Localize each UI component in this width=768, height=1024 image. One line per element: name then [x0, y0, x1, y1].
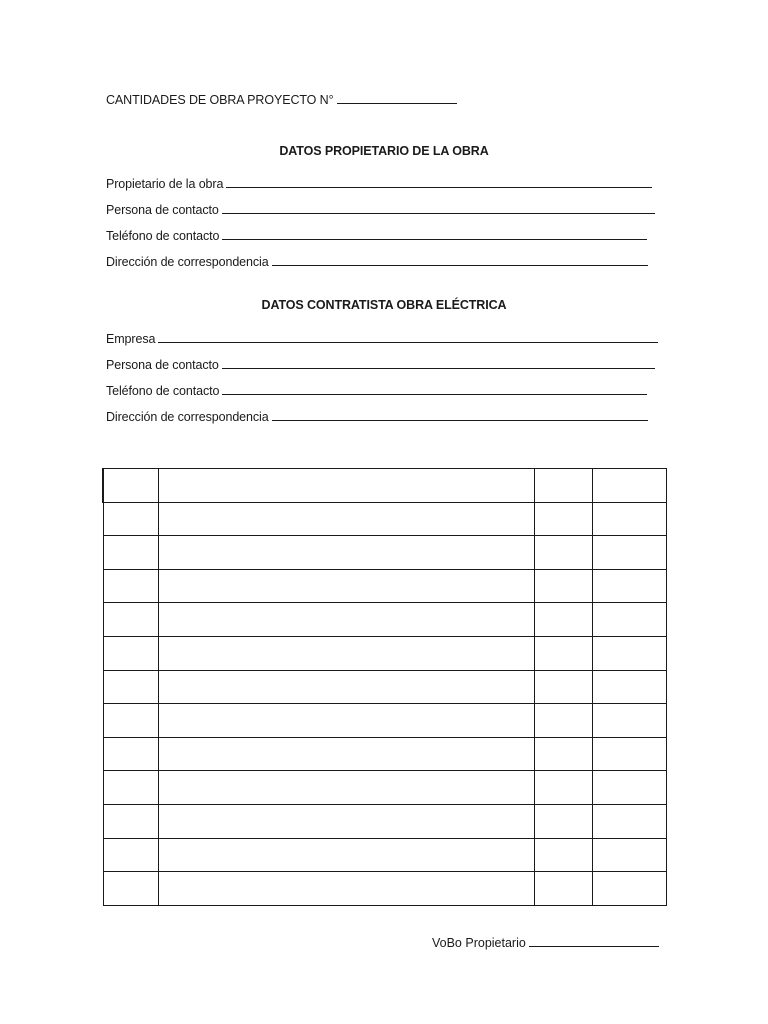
table-row — [103, 838, 666, 872]
table-row — [103, 670, 666, 704]
table-cell[interactable] — [103, 704, 158, 738]
table-cell[interactable] — [103, 872, 158, 906]
table-row — [103, 502, 666, 536]
table-cell[interactable] — [103, 771, 158, 805]
contractor-phone-row — [106, 383, 647, 398]
table-cell[interactable] — [534, 771, 592, 805]
table-cell[interactable] — [158, 771, 534, 805]
contractor-address-label: Dirección de correspondencia — [106, 410, 269, 424]
contractor-contact-blank[interactable] — [222, 357, 655, 369]
table-cell[interactable] — [592, 670, 666, 704]
table-cell[interactable] — [103, 469, 158, 503]
table-cell[interactable] — [592, 771, 666, 805]
table-cell[interactable] — [158, 838, 534, 872]
owner-contact-row — [106, 202, 655, 217]
table-cell[interactable] — [103, 536, 158, 570]
table-cell[interactable] — [592, 469, 666, 503]
table-row — [103, 469, 666, 503]
table-cell[interactable] — [158, 569, 534, 603]
table-cell[interactable] — [592, 838, 666, 872]
table-cell[interactable] — [534, 636, 592, 670]
table-cell[interactable] — [103, 502, 158, 536]
table-cell[interactable] — [534, 872, 592, 906]
contractor-phone-label: Teléfono de contacto — [106, 384, 220, 398]
table-cell[interactable] — [103, 603, 158, 637]
owner-field-label: Propietario de la obra — [106, 177, 224, 191]
table-cell[interactable] — [534, 536, 592, 570]
table-cell[interactable] — [592, 502, 666, 536]
table-row — [103, 636, 666, 670]
table-cell[interactable] — [103, 737, 158, 771]
table-cell[interactable] — [534, 603, 592, 637]
contractor-company-label: Empresa — [106, 332, 156, 346]
table-cell[interactable] — [158, 704, 534, 738]
table-cell[interactable] — [158, 536, 534, 570]
contractor-contact-row — [106, 357, 655, 372]
table-cell[interactable] — [592, 536, 666, 570]
table-cell[interactable] — [158, 872, 534, 906]
contractor-company-row — [106, 331, 658, 346]
quantities-table-body — [103, 469, 666, 906]
contractor-contact-label: Persona de contacto — [106, 358, 219, 372]
table-cell[interactable] — [158, 670, 534, 704]
table-cell[interactable] — [103, 670, 158, 704]
owner-contact-blank[interactable] — [222, 202, 655, 214]
owner-contact-label: Persona de contacto — [106, 203, 219, 217]
signature-line — [432, 935, 659, 950]
table-cell[interactable] — [534, 704, 592, 738]
table-row — [103, 603, 666, 637]
contractor-company-blank[interactable] — [158, 331, 658, 343]
table-row — [103, 771, 666, 805]
table-cell[interactable] — [534, 569, 592, 603]
table-cell[interactable] — [534, 670, 592, 704]
contractor-address-row — [106, 409, 648, 424]
table-cell[interactable] — [103, 838, 158, 872]
table-cell[interactable] — [158, 502, 534, 536]
contractor-address-blank[interactable] — [272, 409, 648, 421]
contractor-section-title: DATOS CONTRATISTA OBRA ELÉCTRICA — [261, 298, 507, 312]
project-number-line — [106, 92, 457, 107]
table-cell[interactable] — [158, 737, 534, 771]
owner-address-row — [106, 254, 648, 269]
quantities-table — [102, 468, 667, 906]
table-row — [103, 569, 666, 603]
owner-phone-label: Teléfono de contacto — [106, 229, 220, 243]
table-cell[interactable] — [592, 603, 666, 637]
signature-blank[interactable] — [529, 935, 659, 947]
owner-phone-row — [106, 228, 647, 243]
table-cell[interactable] — [592, 804, 666, 838]
table-cell[interactable] — [158, 603, 534, 637]
table-cell[interactable] — [158, 636, 534, 670]
table-cell[interactable] — [592, 872, 666, 906]
table-cell[interactable] — [534, 502, 592, 536]
table-cell[interactable] — [592, 737, 666, 771]
table-row — [103, 704, 666, 738]
table-cell[interactable] — [534, 469, 592, 503]
owner-field-row — [106, 176, 652, 191]
project-number-blank[interactable] — [337, 92, 457, 104]
table-row — [103, 536, 666, 570]
table-row — [103, 804, 666, 838]
table-cell[interactable] — [158, 804, 534, 838]
project-number-label: CANTIDADES DE OBRA PROYECTO N° — [106, 93, 334, 107]
owner-address-blank[interactable] — [272, 254, 648, 266]
table-cell[interactable] — [103, 636, 158, 670]
table-cell[interactable] — [534, 737, 592, 771]
table-cell[interactable] — [103, 569, 158, 603]
table-cell[interactable] — [592, 704, 666, 738]
contractor-phone-blank[interactable] — [222, 383, 647, 395]
table-cell[interactable] — [592, 569, 666, 603]
owner-field-blank[interactable] — [226, 176, 652, 188]
table-cell[interactable] — [103, 804, 158, 838]
table-row — [103, 872, 666, 906]
table-cell[interactable] — [592, 636, 666, 670]
table-cell[interactable] — [158, 469, 534, 503]
table-cell[interactable] — [534, 838, 592, 872]
signature-label: VoBo Propietario — [432, 936, 526, 950]
owner-phone-blank[interactable] — [222, 228, 647, 240]
table-row — [103, 737, 666, 771]
owner-section-title: DATOS PROPIETARIO DE LA OBRA — [279, 144, 489, 158]
table-cell[interactable] — [534, 804, 592, 838]
owner-address-label: Dirección de correspondencia — [106, 255, 269, 269]
